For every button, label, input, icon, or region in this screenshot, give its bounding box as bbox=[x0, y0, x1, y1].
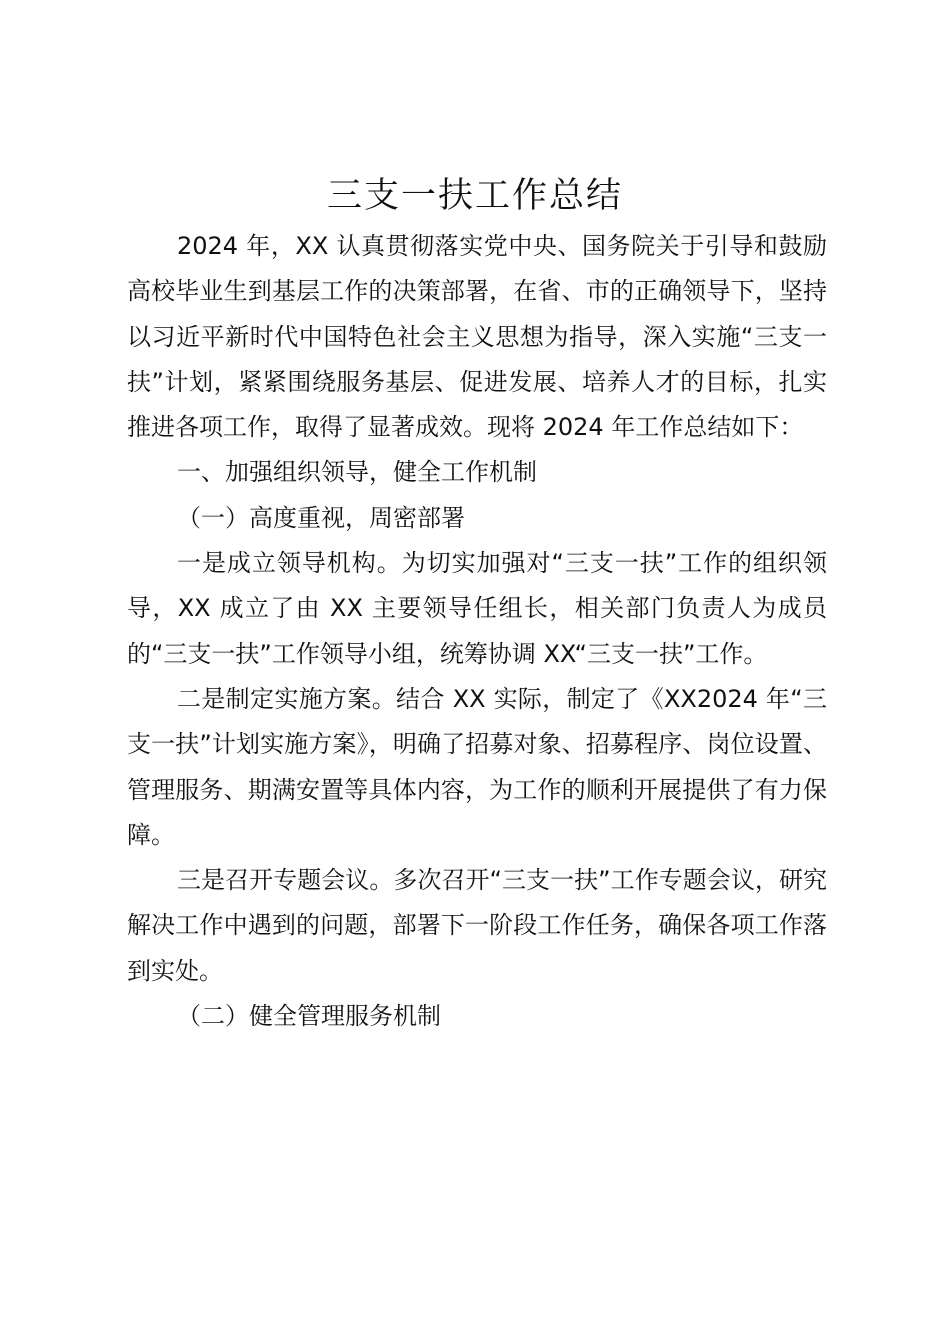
paragraph-leadership-body: 一是成立领导机构。为切实加强对“三支一扶”工作的组织领导，XX 成立了由 XX 主要领导任组长，相关部门负责人为成员的“三支一扶”工作领导小组，统筹协调 XX“三支一扶”工作。 bbox=[127, 549, 827, 668]
paragraph-implementation-plan: 二是制定实施方案。结合 XX 实际，制定了《XX2024 年“三支一扶”计划实施方案》，明确了招募对象、招募程序、岗位设置、管理服务、期满安置等具体内容，为工作的顺利开展提供了有力保障。 bbox=[127, 684, 827, 849]
subsection-heading-1: （一）高度重视，周密部署 bbox=[177, 503, 465, 532]
section-heading-1: 一、加强组织领导，健全工作机制 bbox=[177, 458, 537, 487]
document-body bbox=[127, 224, 827, 1039]
paragraph-special-meetings: 三是召开专题会议。多次召开“三支一扶”工作专题会议，研究解决工作中遇到的问题，部署下一阶段工作任务，确保各项工作落到实处。 bbox=[127, 866, 827, 985]
document-title: 三支一扶工作总结 bbox=[326, 176, 623, 216]
intro-paragraph: 2024 年，XX 认真贯彻落实党中央、国务院关于引导和鼓励高校毕业生到基层工作的决策部署，在省、市的正确领导下，坚持以习近平新时代中国特色社会主义思想为指导，深入实施“三支一扶”计划，紧紧围绕服务基层、促进发展、培养人才的目标，扎实推进各项工作，取得了显著成效。现将 2024 年工作总结如下： bbox=[127, 232, 827, 442]
subsection-heading-2: （二）健全管理服务机制 bbox=[177, 1002, 441, 1031]
